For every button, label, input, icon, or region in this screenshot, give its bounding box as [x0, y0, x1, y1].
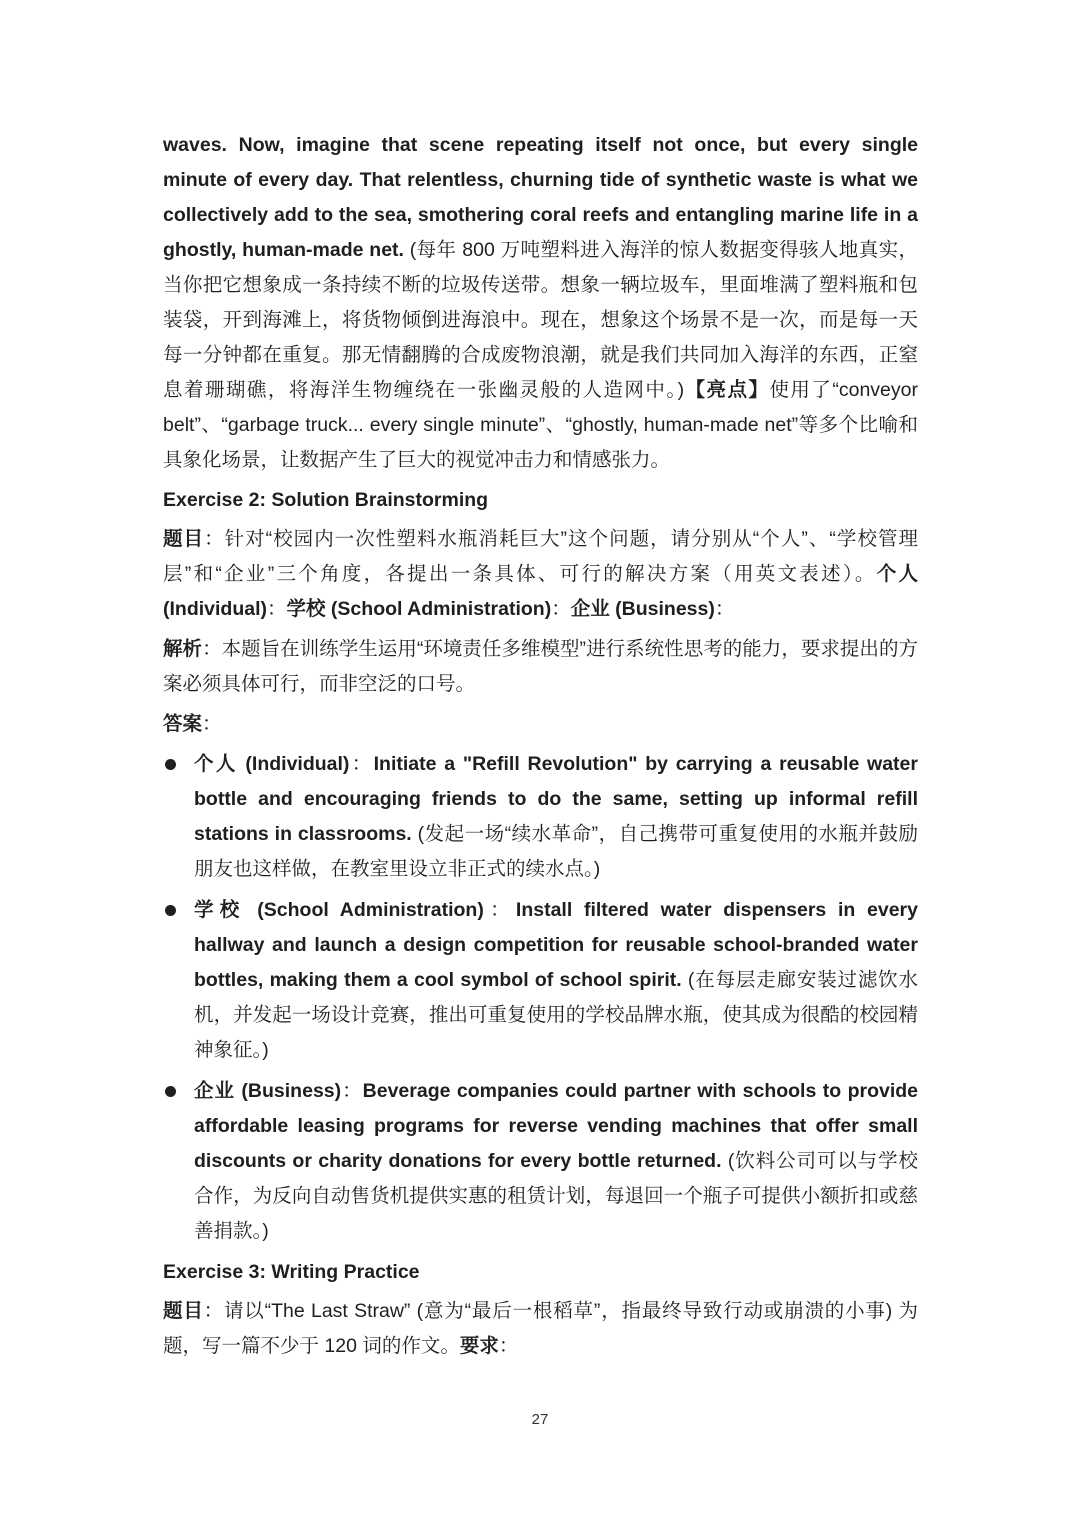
answer-label: 答案 — [163, 713, 203, 735]
question-business: 企业 (Business) — [570, 598, 715, 620]
requirement-label: 要求 — [459, 1335, 499, 1357]
bullet-sep: ： — [483, 899, 516, 921]
answer-colon: ： — [202, 713, 222, 735]
bullet-english: Initiate a "Refill Revolution" by carrying a reusable water bottle and encouraging friends to do the same, setting up informal refill stations in classrooms. — [194, 753, 918, 845]
question-label: 题目 — [163, 1300, 204, 1322]
bullet-chinese: (在每层走廊安装过滤饮水机，并发起一场设计竞赛，推出可重复使用的学校品牌水瓶，使其成为很酷的校园精神象征。) — [194, 969, 918, 1061]
question-label: 题目 — [163, 528, 205, 550]
answer-label-line — [163, 707, 918, 742]
bullet-english: Install filtered water dispensers in every hallway and launch a design competition for reusable school-branded water bottles, making them a cool symbol of school spirit. — [194, 899, 918, 991]
intro-chinese: (每年 800 万吨塑料进入海洋的惊人数据变得骇人地真实，当你把它想象成一条持续不断的垃圾传送带。想象一辆垃圾车，里面堆满了塑料瓶和包装袋，开到海滩上，将货物倾倒进海浪中。现在，想象这个场景不是一次，而是每一天每一分钟都在重复。那无情翻腾的合成废物浪潮，就是我们共同加入海洋的东西，正窒息着珊瑚礁，将海洋生物缠绕在一张幽灵般的人造网中。) — [163, 239, 918, 401]
highlight-text: 使用了“conveyor belt”、“garbage truck... every single minute”、“ghostly, human-made net”等多个比喻和具象化场景，让数据产生了巨大的视觉冲击力和情感张力。 — [163, 379, 918, 471]
answer-bullet-school — [163, 893, 918, 1068]
question-sep: ： — [551, 598, 571, 620]
page-content — [163, 128, 918, 1369]
bullet-dot-icon — [165, 1086, 176, 1097]
exercise-2-analysis — [163, 632, 918, 702]
exercise-2-question — [163, 522, 918, 627]
bullet-dot-icon — [165, 759, 176, 770]
question-individual: 个人 (Individual) — [163, 563, 918, 620]
highlight-label: 【亮点】 — [684, 379, 770, 401]
exercise-3-question — [163, 1294, 918, 1364]
analysis-label: 解析 — [163, 638, 203, 660]
bullet-sep: ： — [349, 753, 374, 775]
bullet-label: 企业 (Business) — [194, 1080, 342, 1102]
bullet-english: Beverage companies could partner with schools to provide affordable leasing programs for reverse vending machines that offer small discounts or charity donations for every bottle returned. — [194, 1080, 918, 1172]
bullet-sep: ： — [341, 1080, 363, 1102]
question-school: 学校 (School Administration) — [286, 598, 552, 620]
question-text: ：针对“校园内一次性塑料水瓶消耗巨大”这个问题，请分别从“个人”、“学校管理层”和“企业”三个角度，各提出一条具体、可行的解决方案（用英文表述）。 — [163, 528, 918, 585]
bullet-label: 个人 (Individual) — [194, 753, 350, 775]
bullet-chinese: (发起一场“续水革命”，自己携带可重复使用的水瓶并鼓励朋友也这样做，在教室里设立非正式的续水点。) — [194, 823, 918, 880]
analysis-text: ：本题旨在训练学生运用“环境责任多维模型”进行系统性思考的能力，要求提出的方案必须具体可行，而非空泛的口号。 — [163, 638, 918, 695]
exercise-3-heading: Exercise 3: Writing Practice — [163, 1261, 420, 1283]
intro-paragraph — [163, 128, 918, 478]
question-sep: ： — [267, 598, 287, 620]
bullet-chinese: (饮料公司可以与学校合作，为反向自动售货机提供实惠的租赁计划，每退回一个瓶子可提供小额折扣或慈善捐款。) — [194, 1150, 918, 1242]
question-sep: ： — [714, 598, 735, 620]
requirement-colon: ： — [498, 1335, 519, 1357]
intro-english: waves. Now, imagine that scene repeating itself not once, but every single minute of every day. That relentless, churning tide of synthetic waste is what we collectively add to the sea, smothering coral reefs and entangling marine life in a ghostly, human-made net. — [163, 134, 918, 261]
answer-bullet-individual — [163, 747, 918, 887]
question-text: ：请以“The Last Straw” (意为“最后一根稻草”，指最终导致行动或崩溃的小事) 为题，写一篇不少于 120 词的作文。 — [163, 1300, 918, 1357]
answer-bullet-business — [163, 1074, 918, 1249]
bullet-dot-icon — [165, 905, 176, 916]
page-number: 27 — [531, 1411, 549, 1428]
exercise-2-heading: Exercise 2: Solution Brainstorming — [163, 489, 489, 511]
bullet-label: 学校 (School Administration) — [194, 899, 484, 921]
